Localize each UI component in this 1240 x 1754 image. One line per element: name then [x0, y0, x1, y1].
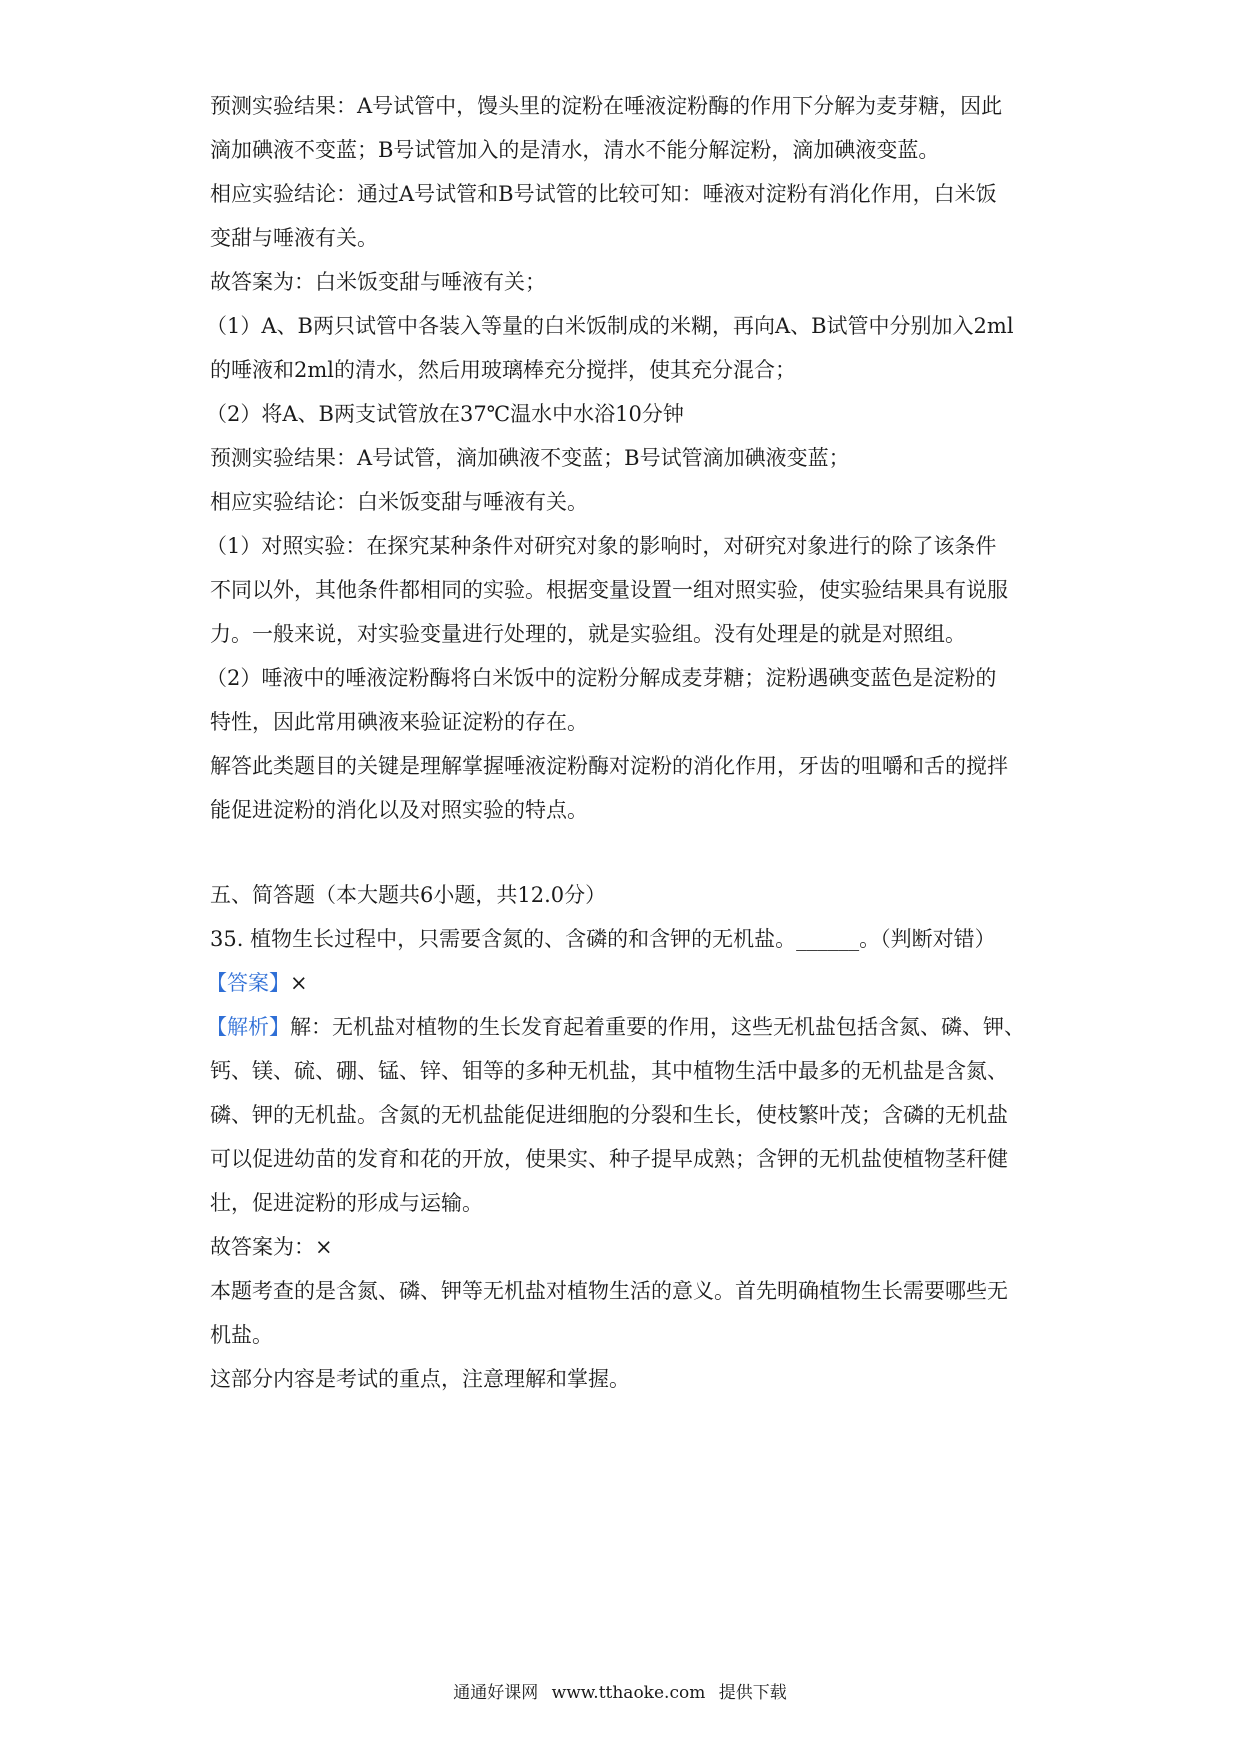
- text-line: 磷、钾的无机盐。含氮的无机盐能促进细胞的分裂和生长，使枝繁叶茂；含磷的无机盐: [210, 1103, 1008, 1127]
- footer-url[interactable]: www.tthaoke.com: [551, 1683, 706, 1703]
- text-line: 变甜与唾液有关。: [210, 226, 378, 250]
- text-line: （2）唾液中的唾液淀粉酶将白米饭中的淀粉分解成麦芽糖；淀粉遇碘变蓝色是淀粉的: [206, 666, 997, 690]
- text-line: 壮，促进淀粉的形成与运输。: [210, 1191, 483, 1215]
- text-line: （2）将A、B两支试管放在37℃温水中水浴10分钟: [206, 402, 684, 426]
- section-title: 五、简答题（本大题共6小题，共12.0分）: [210, 883, 607, 907]
- footer-note: 提供下载: [718, 1683, 787, 1703]
- text-line: 可以促进幼苗的发育和花的开放，使果实、种子提早成熟；含钾的无机盐使植物茎秆健: [210, 1147, 1008, 1171]
- text-line: 故答案为：×: [210, 1235, 333, 1259]
- analysis-row: [206, 1012, 1036, 1042]
- text-line: 特性，因此常用碘液来验证淀粉的存在。: [210, 710, 588, 734]
- text-line: 钙、镁、硫、硼、锰、锌、钼等的多种无机盐，其中植物生活中最多的无机盐是含氮、: [210, 1059, 1008, 1083]
- text-line: （1）对照实验：在探究某种条件对研究对象的影响时，对研究对象进行的除了该条件: [206, 534, 997, 558]
- text-line: 这部分内容是考试的重点，注意理解和掌握。: [210, 1367, 630, 1391]
- text-line: 预测实验结果：A号试管，滴加碘液不变蓝；B号试管滴加碘液变蓝；: [210, 446, 850, 470]
- answer-label: 【答案】: [206, 971, 290, 995]
- analysis-label: 【解析】: [206, 1015, 290, 1039]
- text-line: 本题考查的是含氮、磷、钾等无机盐对植物生活的意义。首先明确植物生长需要哪些无: [210, 1279, 1008, 1303]
- footer-site-name: 通通好课网: [453, 1683, 539, 1703]
- text-line: 相应实验结论：通过A号试管和B号试管的比较可知：唾液对淀粉有消化作用，白米饭: [210, 182, 997, 206]
- text-line: 滴加碘液不变蓝；B号试管加入的是清水，清水不能分解淀粉，滴加碘液变蓝。: [210, 138, 940, 162]
- text-line: 解答此类题目的关键是理解掌握唾液淀粉酶对淀粉的消化作用，牙齿的咀嚼和舌的搅拌: [210, 754, 1008, 778]
- text-line: 的唾液和2ml的清水，然后用玻璃棒充分搅拌，使其充分混合；: [210, 358, 796, 382]
- answer-value: ×: [290, 971, 308, 995]
- text-line: （1）A、B两只试管中各装入等量的白米饭制成的米糊，再向A、B试管中分别加入2ml: [206, 314, 1014, 338]
- text-line: 故答案为：白米饭变甜与唾液有关；: [210, 270, 546, 294]
- page-footer: [0, 1681, 1240, 1705]
- text-line: 力。一般来说，对实验变量进行处理的，就是实验组。没有处理是的就是对照组。: [210, 622, 966, 646]
- text-line: 预测实验结果：A号试管中，馒头里的淀粉在唾液淀粉酶的作用下分解为麦芽糖，因此: [210, 94, 1003, 118]
- text-line: 机盐。: [210, 1323, 273, 1347]
- text-line: 能促进淀粉的消化以及对照实验的特点。: [210, 798, 588, 822]
- answer-row: [206, 968, 1036, 998]
- text-line: 相应实验结论：白米饭变甜与唾液有关。: [210, 490, 588, 514]
- analysis-text: 解：无机盐对植物的生长发育起着重要的作用，这些无机盐包括含氮、磷、钾、: [290, 1015, 1025, 1039]
- question-text: 35. 植物生长过程中，只需要含氮的、含磷的和含钾的无机盐。______。（判断对错）: [210, 927, 996, 951]
- text-line: 不同以外，其他条件都相同的实验。根据变量设置一组对照实验，使实验结果具有说服: [210, 578, 1008, 602]
